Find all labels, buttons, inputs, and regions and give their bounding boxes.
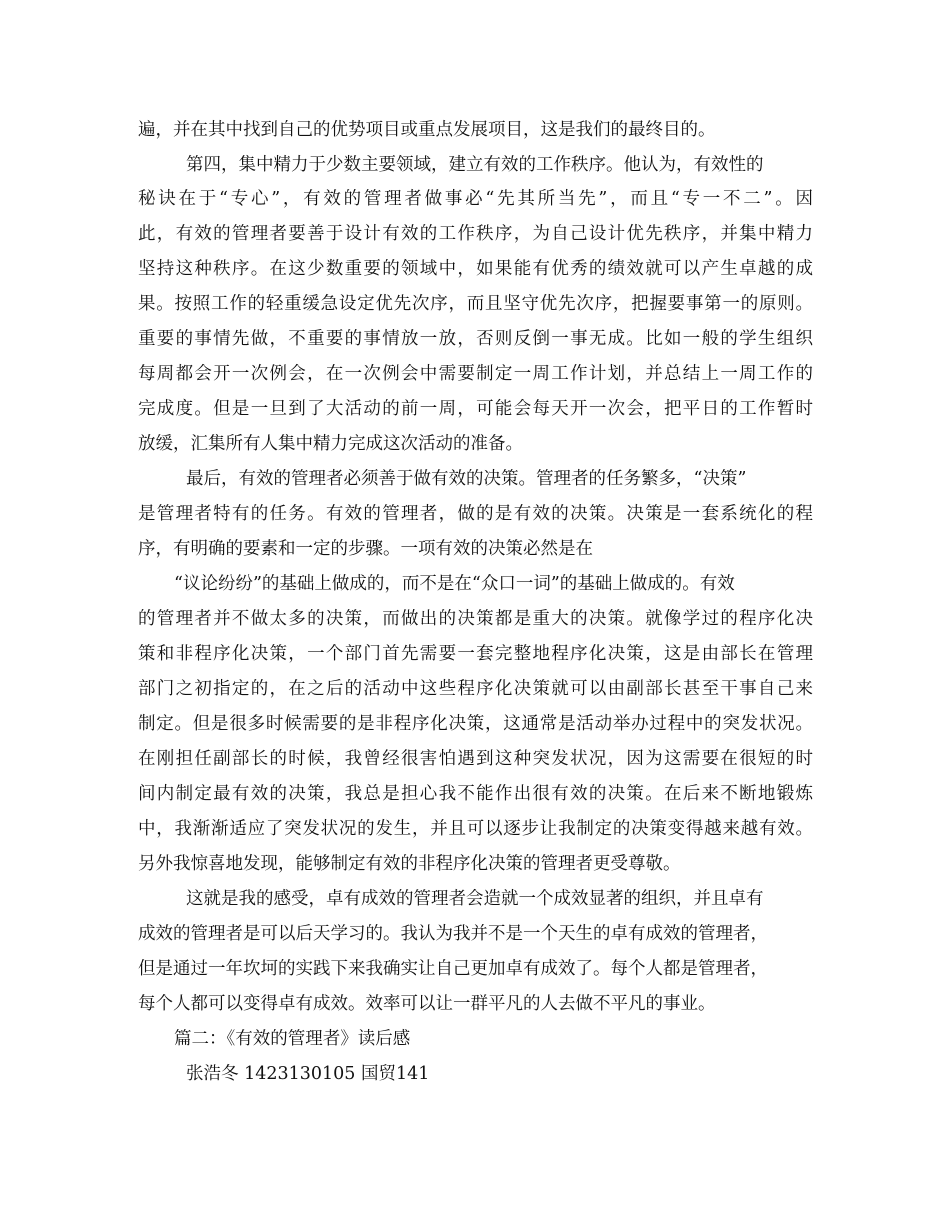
text-line: 中，我渐渐适应了突发状况的发生，并且可以逐步让我制定的决策变得越来越有效。	[138, 819, 813, 839]
author-line: 张浩冬 1423130105 国贸141	[186, 1064, 430, 1084]
text-line: 的管理者并不做太多的决策，而做出的决策都是重大的决策。就像学过的程序化决	[138, 609, 813, 629]
text-line: 这就是我的感受，卓有成效的管理者会造就一个成效显著的组织，并且卓有	[186, 889, 764, 909]
text-line: 此，有效的管理者要善于设计有效的工作秩序，为自己设计优先秩序，并集中精力	[138, 224, 813, 244]
text-line: 每个人都可以变得卓有成效。效率可以让一群平凡的人去做不平凡的事业。	[138, 994, 716, 1014]
text-line: 部门之初指定的，在之后的活动中这些程序化决策就可以由副部长甚至干事自己来	[138, 679, 813, 699]
text-line: 最后，有效的管理者必须善于做有效的决策。管理者的任务繁多，“决策”	[186, 469, 747, 489]
text-line: 间内制定最有效的决策，我总是担心我不能作出很有效的决策。在后来不断地锻炼	[138, 784, 813, 804]
text-line: 制定。但是很多时候需要的是非程序化决策，这通常是活动举办过程中的突发状况。	[138, 714, 813, 734]
text-line: 成效的管理者是可以后天学习的。我认为我并不是一个天生的卓有成效的管理者，	[138, 924, 768, 944]
text-line: 重要的事情先做，不重要的事情放一放，否则反倒一事无成。比如一般的学生组织	[138, 329, 813, 349]
text-line: 策和非程序化决策，一个部门首先需要一套完整地程序化决策，这是由部长在管理	[138, 644, 813, 664]
text-line: 序，有明确的要素和一定的步骤。一项有效的决策必然是在	[138, 539, 593, 559]
text-line: “议论纷纷”的基础上做成的，而不是在“众口一词”的基础上做成的。有效	[174, 574, 735, 594]
text-line: 遍，并在其中找到自己的优势项目或重点发展项目，这是我们的最终目的。	[138, 120, 716, 140]
text-line: 在刚担任副部长的时候，我曾经很害怕遇到这种突发状况，因为这需要在很短的时	[138, 749, 813, 769]
text-line: 但是通过一年坎坷的实践下来我确实让自己更加卓有成效了。每个人都是管理者，	[138, 959, 768, 979]
text-line: 每周都会开一次例会，在一次例会中需要制定一周工作计划，并总结上一周工作的	[138, 364, 813, 384]
section-heading: 篇二：《有效的管理者》读后感	[174, 1029, 411, 1049]
text-line: 秘诀在于“专心”，有效的管理者做事必“先其所当先”，而且“专一不二”。因	[138, 189, 813, 209]
text-line: 第四，集中精力于少数主要领域，建立有效的工作秩序。他认为，有效性的	[186, 155, 764, 175]
text-line: 坚持这种秩序。在这少数重要的领域中，如果能有优秀的绩效就可以产生卓越的成	[138, 259, 813, 279]
text-line: 完成度。但是一旦到了大活动的前一周，可能会每天开一次会，把平日的工作暂时	[138, 399, 813, 419]
text-line: 果。按照工作的轻重缓急设定优先次序，而且坚守优先次序，把握要事第一的原则。	[138, 294, 813, 314]
text-line: 另外我惊喜地发现，能够制定有效的非程序化决策的管理者更受尊敬。	[138, 854, 681, 874]
text-line: 放缓，汇集所有人集中精力完成这次活动的准备。	[138, 434, 523, 454]
text-line: 是管理者特有的任务。有效的管理者，做的是有效的决策。决策是一套系统化的程	[138, 504, 813, 524]
